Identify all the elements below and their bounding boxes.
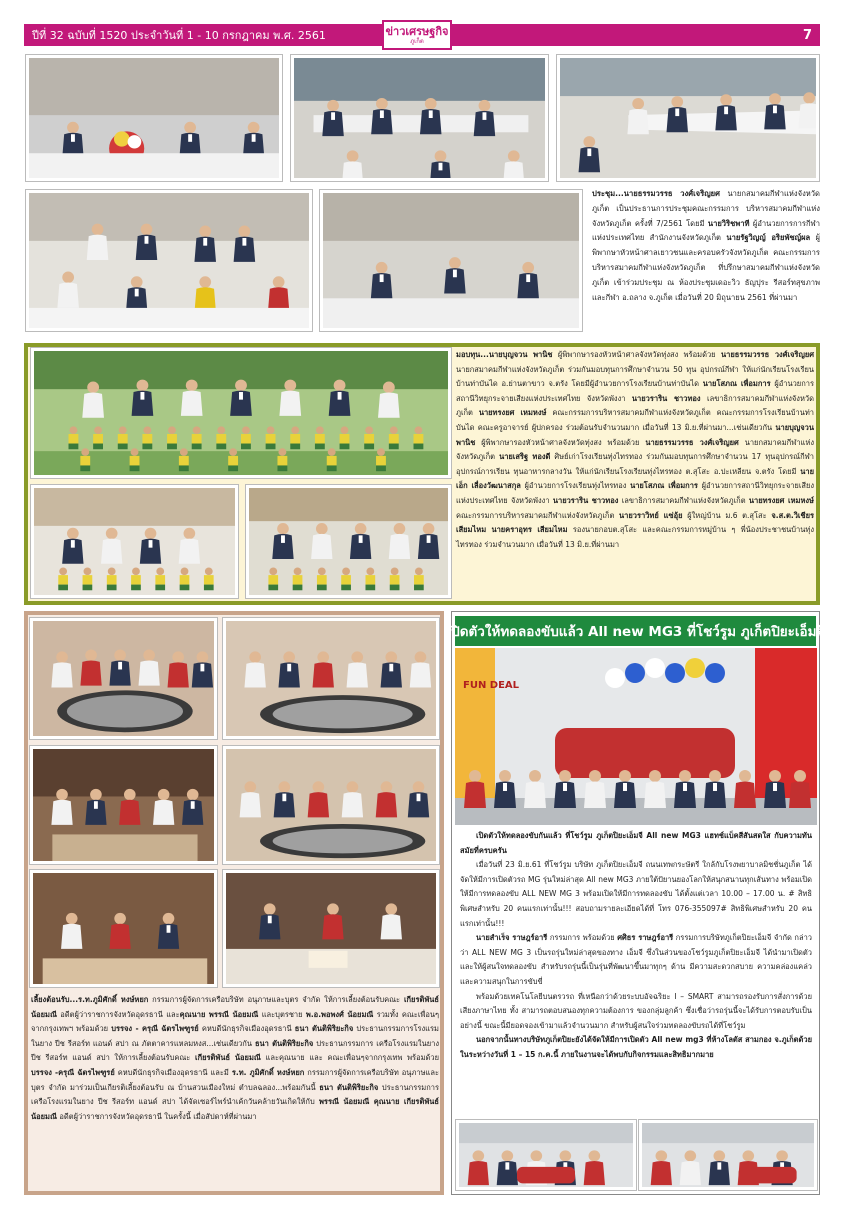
- story3-text-5: คหบดีนักธุรกิจเมืองอุดรธานี: [198, 1024, 295, 1034]
- story4-paragraph-2: [460, 931, 812, 989]
- mg3-banner-text: FUN DEAL: [463, 680, 520, 691]
- story3-text-4: รวมทั้ง คณะเพื่อนๆจากกรุงเทพฯ พร้อมด้วย: [31, 1009, 439, 1034]
- story2-name-11: นายทรงยศ เหมหงษ์: [748, 495, 815, 505]
- story1-text-2: ผู้อำนวยการการกีฬาแห่งประเทศไทย สำนักงานจังหวัดภูเก็ต: [592, 218, 821, 243]
- story2-text-15: รองนายกอบต.สุโสะ และคณะกรรมการหมู่บ้าน ๆ พี่น้องประชาชนบ้านทุ่งไทรทอง ร่วมจำนวนมาก เมื่อวันที่ 13 มิ.ย.ที่ผ่านมา: [456, 525, 814, 549]
- story2-text-6: ผู้พิพากษารองหัวหน้าศาลจังหวัดทุ่งสง พร้อมด้วย: [475, 437, 646, 447]
- dinner-photo-1: [30, 618, 217, 739]
- story2-name-14: นายคราอุทร เสียมไหม: [491, 525, 568, 535]
- story2-name-4: นายทรงยศ เหมหงษ์: [478, 408, 547, 418]
- dinner-photo-5: [30, 870, 217, 987]
- story2-name-2: นายโสภณ เพื่อมการ: [702, 379, 771, 389]
- school-group-photo-3: [246, 485, 451, 598]
- story4-paragraph-4: นอกจากนั้นทางบริษัทภูเก็ตปิยะยังได้จัดให้มีการเปิดตัว All new mg3 ที่ห้างโลตัส สามกอง จ.ภูเก็ตด้วย ในระหว่างวันที่ 1 – 15 ก.ค.นี้ ภายในงานจะได้พบกับกิจกรรมและสิทธิมากมาย: [460, 1035, 812, 1059]
- story2-text-1: ผู้พิพากษารองหัวหน้าศาลจังหวัดทุ่งสง พร้อมด้วย: [552, 350, 722, 359]
- story3-text-7: ประธานกรรมการ เครือโรงแรมในยาง ปีช รีสอร์ท แอนด์ สปา ให้การเลี้ยงต้อนรับคณะ: [31, 1038, 439, 1063]
- meeting-photo-3: [557, 55, 819, 181]
- story1-text-1: นายกสมาคมกีฬาแห่งจังหวัดภูเก็ต เป็นประธานการประชุมคณะกรรมการ บริหารสมาคมกีฬาแห่งจังหวัดภูเก็ต ครั้งที่ 7/2561 โดยมี: [592, 189, 820, 228]
- story2-text-3: ผู้อำนวยการสถานีวิทยุกระจายเสียงแห่งประเทศไทย จังหวัดพังงา: [456, 379, 814, 403]
- meeting-photo-1: [26, 55, 282, 181]
- story4-name-2: ศศิธร ราษฎร์อารี: [617, 933, 674, 943]
- story3-text-3: และบุตรชาย: [258, 1009, 306, 1019]
- story3-text-9: คหบดีนักธุรกิจเมืองอุดรธานี และมี: [114, 1067, 232, 1077]
- story1-text-3: ผู้พิพากษาหัวหน้าศาลเยาวชนและครอบครัวจังหวัดภูเก็ต คณะกรรมการบริหารสมาคมกีฬาแห่งจังหวัดภูเก็ต ที่ปรึกษาสมาคมกีฬาแห่งจังหวัดภูเก็ต เข้าร่วมประชุม ณ ห้องประชุมเดอะวิว ธัญปุระ รีสอร์ทสุขภาพและกีฬา อ.ถลาง จ.ภูเก็ต เมื่อวันที่ 20 มิถุนายน 2561 ที่ผ่านมา: [592, 233, 821, 302]
- story2-lead: มอบทุน...นายบุญจวน พานิช: [456, 350, 553, 359]
- story2-text-2: นายกสมาคมกีฬาแห่งจังหวัดภูเก็ต ร่วมกันมอบทุนการศึกษาจำนวน 50 ทุน อุปกรณ์กีฬา ให้แก่นักเรียนโรงเรียนบ้านท่าบันได อ.ย่านตาขาว จ.ตรัง โดยมีผู้อำนวยการโรงเรียนบ้านท่าบันได: [456, 364, 814, 389]
- meeting-photo-2: [291, 55, 548, 181]
- story4-paragraph-3: พร้อมด้วยเทคโนโลยีบนตรวรถ ที่เหนือกว่าด้วยระบบอัจฉริยะ I – SMART สามารถรองรับการสั่งการด้วยเสียงภาษาไทย ทั้ง สามารถตอบสนองทุกความต้องการ ของกลุ่มลูกค้า ซึ่งเชื่อว่ารถรุ่นนี้จะได้รับการตอบรับเป็นอย่างนี้ ขณะนี้มียอดจองเข้ามาแล้วจำนวนมาก สำหรับผู้สนใจร่วมทดลองขับรถได้ที่โชว์รูม: [460, 991, 812, 1030]
- school-group-photo-1: [31, 348, 451, 478]
- story3-caption: [31, 993, 439, 1124]
- story2-text-10: ผู้อำนวยการสถานีวิทยุกระจายเสียงแห่งประเทศไทย จังหวัดพังงา: [456, 481, 815, 505]
- story2-text-12: คณะกรรมการบริหารสมาคมกีฬาแห่งจังหวัดภูเก็ต: [456, 510, 620, 520]
- story2-text-8: ศิษย์เก่าโรงเรียนทุ่งไทรทอง ร่วมกันมอบทุนการศึกษาจำนวน 17 ทุนอุปกรณ์กีฬา อุปกรณ์การเรียน ทุนอาหารกลางวัน ให้แก่นักเรียนโรงเรียนทุ่งไทรทอง ต.สุโสะ อ.ปะเหลียน จ.ตรัง โดยมี: [456, 452, 814, 476]
- story1-caption: [592, 187, 820, 305]
- story2-name-5: นายบุญจวน พานิช: [456, 422, 814, 447]
- story3-name-2: คุณนาย พรรณี น้อยมณี: [179, 1009, 259, 1019]
- story2-text-4: เลขาธิการสมาคมกีฬาแห่งจังหวัดภูเก็ต: [456, 393, 814, 418]
- mg3-lotus-photo-1: [456, 1120, 636, 1190]
- story3-text-11: ประธานกรรมการ เครือโรงแรมในยาง ปีช รีสอร์ท แอนด์ สปา ได้จัดเซอร์ไพร์นำเค้กวันคล้ายวันเกิดให้กับ: [31, 1082, 439, 1107]
- story2-text-13: ผู้ใหญ่บ้าน ม.6 ต.สุโสะ: [682, 510, 772, 520]
- issue-line: ปีที่ 32 ฉบับที่ 1520 ประจำวันที่ 1 - 10 กรกฎาคม พ.ศ. 2561: [32, 29, 326, 42]
- story3-name-4: บรรจง - ครุณี ฉัตรไพฑูรย์: [111, 1024, 199, 1034]
- story3-lead: เลี้ยงต้อนรับ...ร.ท.ภูมิศักดิ์ หงษ์หยก: [31, 995, 149, 1004]
- story2-name-1: นายธรรมวรรธ วงศ์เจริญยศ: [721, 350, 814, 359]
- story2-name-6: นายธรรมวรรธ วงศ์เจริญยศ: [645, 437, 739, 447]
- page-number: 7: [802, 27, 812, 43]
- dinner-photo-2: [223, 618, 439, 739]
- story4-text-2: กรรมการบริษัทภูเก็ตปิยะเอ็มจี จำกัด กล่าวว่า ALL NEW MG 3 เป็นรถรุ่นใหม่ล่าสุดของทาง เอ็มจี ซึ่งในส่วนของโชว์รูมภูเก็ตปิยะเอ็มจี ได้นำมาเปิดตัวและให้ผู้สนใจทดลองขับ สำหรับรถรุ่นนี้เป็นรุ่นที่พัฒนาขึ้นมาทุกๆ ด้าน มีความสะดวกสบาย ความคล่องแคล่วและความสนุกในการขับขี่: [460, 933, 812, 986]
- story2-text-7: นายกสมาคมกีฬาแห่งจังหวัดภูเก็ต: [456, 437, 814, 462]
- dinner-photo-3: [30, 746, 217, 864]
- story2-name-13: จ.ส.ต.วิเชียร เสียมไหม: [456, 510, 815, 535]
- logo-name: ข่าวเศรษฐกิจ: [385, 24, 449, 38]
- mg3-showroom-photo: [455, 648, 817, 825]
- story3-text-8: และคุณนาย และ คณะเพื่อนๆจากกรุงเทพ พร้อมด้วย: [260, 1053, 439, 1063]
- story2-text-5: คณะกรรมการบริหารสมาคมกีฬาแห่งจังหวัดภูเก็ต คณะกรรมการโรงเรียนบ้านท่าบันได คณะครูอาจารย์ ผู้ปกครอง ร่วมต้อนรับจำนวนมาก เมื่อวันที่ 13 มิ.ย.ที่ผ่านมา...เช่นเดียวกัน: [456, 408, 815, 432]
- story3-name-7: เกียรติพันธ์ น้อยมณี: [195, 1053, 261, 1063]
- story3-name-10: ธนา ตันติพิริยะกิจ: [319, 1082, 379, 1092]
- story2-text-9: ผู้อำนวยการโรงเรียนทุ่งไทรทอง: [520, 481, 631, 491]
- story3-name-8: บรรจง -ครุณี ฉัตรไพฑูรย์: [31, 1067, 115, 1077]
- story2-name-7: นายเสริฐ ทองดี: [499, 452, 551, 462]
- story3-name-1: เกียรติพันธ์ น้อยมณี: [31, 995, 439, 1019]
- story4-headline: เปิดตัวให้ทดลองขับกันแล้ว ที่โชว์รูม ภูเก็ตปิยะเอ็มจี All new MG3 แฮทช์แบ็คสีสันสดใส กับความทันสมัยที่ครบครัน: [460, 831, 812, 855]
- story2-name-3: นายวราริน ชาวทอง: [631, 393, 701, 403]
- story2-text-11: เลขาธิการสมาคมกีฬาแห่งจังหวัดภูเก็ต: [618, 495, 749, 505]
- story1-lead: ประชุม...นายธรรมวรรธ วงศ์เจริญยศ: [592, 189, 720, 198]
- mg3-lotus-photo-2: [639, 1120, 817, 1190]
- newspaper-logo: [382, 20, 452, 50]
- birthday-cake-photo: [223, 870, 439, 987]
- story2-name-12: นายวราวิทย์ แซ่อุ้ย: [619, 510, 683, 520]
- story4-paragraph-1: เมื่อวันที่ 23 มิ.ย.61 ที่โชว์รูม บริษัท ภูเก็ตปิยะเอ็มจี ถนนเทพกระษัตรี ใกล้กับโรงพยาบาลมิชชั่นภูเก็ต ได้จัดให้มีการเปิดตัวรถ MG รุ่นใหม่ล่าสุด All new MG3 ภายใต้ปัยานยองโลกให้สนุกสนานทุกเส้นทาง พร้อมเปิดให้มีการทดลองขับ ALL NEW MG 3 พร้อมเปิดให้มีการทดลองขับ ได้ตั้งแต่เวลา 10.00 – 17.00 น. # สิทธิพิเศษสำหรับ 20 คนแรกเท่านั้น!!! สอบถามรายละเอียดได้ที่ โทร 076-355097# สิทธิพิเศษสำหรับ 20 คนแรกเท่านั้น!!!: [460, 860, 812, 928]
- story4-body: [460, 829, 812, 1063]
- meeting-photo-4: [26, 190, 312, 331]
- mg3-story-title: เปิดตัวให้ทดลองขับแล้ว All new MG3 ที่โชว์รูม ภูเก็ตปิยะเอ็มจี: [455, 616, 816, 646]
- story4-name-1: นายสำเร็จ ราษฎร์อารี: [476, 933, 548, 943]
- story3-name-11: พรรณี น้อยมณี คุณนาย เกียรติพันธ์ น้อยมณี: [31, 1097, 439, 1121]
- story3-name-6: ธนา ตันติพิริยะกิจ: [254, 1038, 314, 1048]
- story3-name-5: ธนา ตันติพิริยะกิจ: [294, 1024, 354, 1034]
- story3-text-10: กรรมการผู้จัดการเครือบริษัท อนุภาษและบุตร จำกัด มาร่วมเป็นเกียรติเลี้ยงต้อนรับ ณ บ้านสวนเมืองใหม่ ตำบลฉลอง...พร้อมกันนี้: [31, 1067, 439, 1092]
- story2-name-10: นายวราริน ชาวทอง: [552, 495, 619, 505]
- story3-text-1: กรรมการผู้จัดการเครือบริษัท อนุภาษและบุตร จำกัด ให้การเลี้ยงต้อนรับคณะ: [148, 995, 404, 1004]
- story2-name-8: นายเอ็ก เลื่องวัฒนาสกุล: [456, 466, 814, 491]
- meeting-photo-5: [320, 190, 582, 331]
- story3-text-12: อดีตผู้ว่าราชการจังหวัดอุดรธานี ในครั้งนี้ เมื่อสัปดาห์ที่ผ่านมา: [56, 1111, 257, 1121]
- story3-text-2: อดีตผู้ว่าราชการจังหวัดอุดรธานี และ: [56, 1009, 180, 1019]
- story1-name-2: นายรัฐวิญญ์ อริยพัชญ์ผล: [726, 233, 811, 243]
- story2-caption: [456, 348, 814, 552]
- story3-name-3: พ.อ.พอพงศ์ น้อยมณี: [305, 1009, 374, 1019]
- story3-text-6: ประธานกรรมการโรงแรมในยาง ปีช รีสอร์ท แอนด์ สปา ณ ภัตตาคารแหลมหงส...เช่นเดียวกัน: [31, 1024, 439, 1048]
- story3-name-9: ร.ท. ภูมิศักดิ์ หงษ์หยก: [231, 1067, 305, 1077]
- school-group-photo-2: [31, 485, 238, 598]
- story2-name-9: นายโสภณ เพื่อมการ: [630, 481, 698, 491]
- dinner-photo-4: [223, 746, 439, 864]
- logo-sub: ภูเก็ต: [410, 37, 424, 45]
- story1-name-1: นายวิริชพาที: [707, 218, 750, 228]
- story4-text-1: กรรมการ พร้อมด้วย: [547, 933, 618, 943]
